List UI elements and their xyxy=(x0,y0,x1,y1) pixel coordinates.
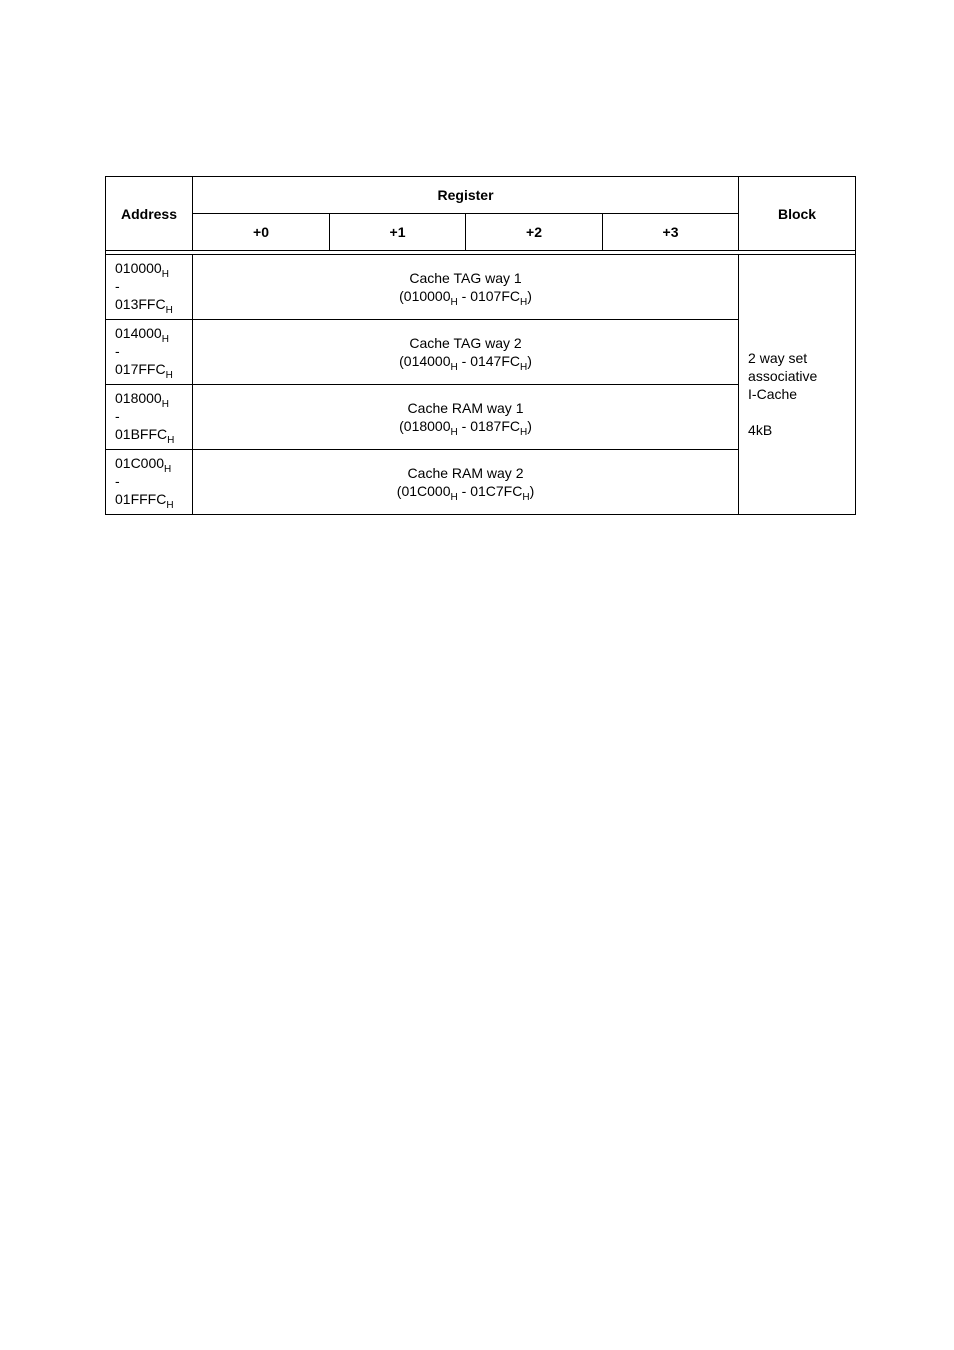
register-cell: Cache RAM way 1 $(018000_H - 0187FC_H)$ xyxy=(193,385,739,450)
header-offset-2: +2 xyxy=(466,214,603,251)
table-row xyxy=(106,255,856,320)
address-cell: $01C000_H$ - $01FFFC_H$ xyxy=(106,450,193,515)
register-cell: Cache RAM way 2 $(01C000_H - 01C7FC_H)$ xyxy=(193,450,739,515)
register-cell: Cache TAG way 2 $(014000_H - 0147FC_H)$ xyxy=(193,320,739,385)
address-cell: $018000_H$ - $01BFFC_H$ xyxy=(106,385,193,450)
address-cell: $010000_H$ - $013FFC_H$ xyxy=(106,255,193,320)
header-block: Block xyxy=(739,177,856,251)
register-map-table xyxy=(105,176,856,515)
header-offset-0: +0 xyxy=(193,214,330,251)
header-offset-3: +3 xyxy=(603,214,739,251)
address-cell: $014000_H$ - $017FFC_H$ xyxy=(106,320,193,385)
block-cell: 2 way set associative I-Cache 4kB xyxy=(739,255,856,515)
header-register: Register xyxy=(193,177,739,214)
header-address: Address xyxy=(106,177,193,251)
header-offset-1: +1 xyxy=(330,214,466,251)
register-cell: Cache TAG way 1 $(010000_H - 0107FC_H)$ xyxy=(193,255,739,320)
